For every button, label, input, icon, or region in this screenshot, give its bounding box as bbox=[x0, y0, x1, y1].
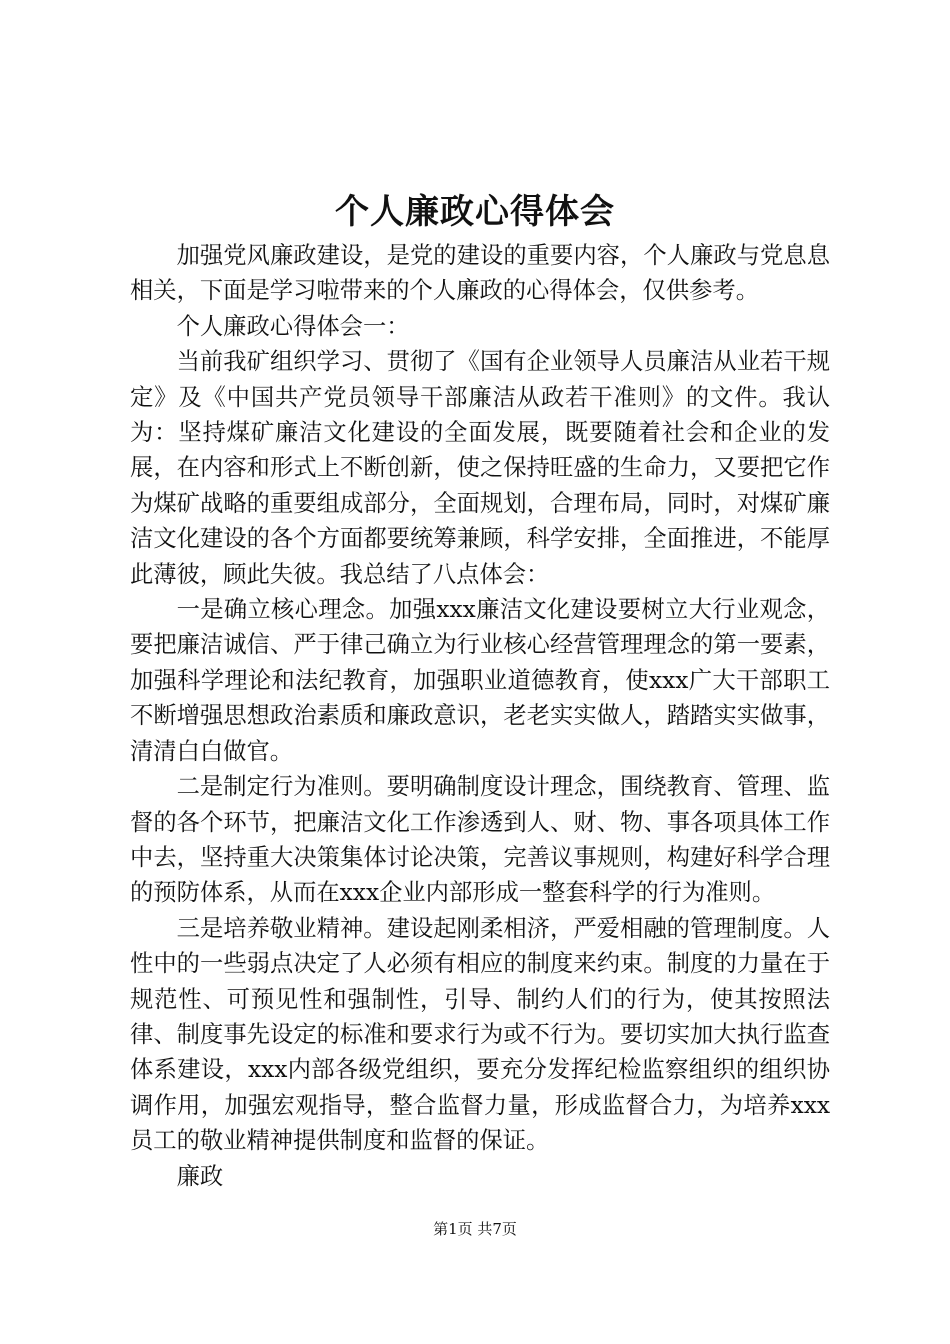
document-body bbox=[130, 238, 830, 1194]
page-title: 个人廉政心得体会 bbox=[335, 192, 615, 232]
body-paragraph: 三是培养敬业精神。建设起刚柔相济，严爱相融的管理制度。人性中的一些弱点决定了人必须有相应的制度来约束。制度的力量在于规范性、可预见性和强制性，引导、制约人们的行为，使其按照法律、制度事先设定的标准和要求行为或不行为。要切实加大执行监查体系建设，xxx内部各级党组织，要充分发挥纪检监察组织的组织协调作用，加强宏观指导，整合监督力量，形成监督合力，为培养xxx员工的敬业精神提供制度和监督的保证。 bbox=[130, 914, 830, 1155]
body-paragraph: 二是制定行为准则。要明确制度设计理念，围绕教育、管理、监督的各个环节，把廉洁文化工作渗透到人、财、物、事各项具体工作中去，坚持重大决策集体讨论决策，完善议事规则，构建好科学合理的预防体系，从而在xxx企业内部形成一整套科学的行为准则。 bbox=[130, 773, 830, 907]
page-number: 第1页 共7页 bbox=[433, 1220, 517, 1238]
intro-paragraph: 加强党风廉政建设，是党的建设的重要内容，个人廉政与党息息相关，下面是学习啦带来的个人廉政的心得体会，仅供参考。 bbox=[130, 242, 830, 305]
body-paragraph: 廉政 bbox=[176, 1162, 224, 1190]
body-paragraph: 当前我矿组织学习、贯彻了《国有企业领导人员廉洁从业若干规定》及《中国共产党员领导干部廉洁从政若干准则》的文件。我认为：坚持煤矿廉洁文化建设的全面发展，既要随着社会和企业的发展，在内容和形式上不断创新，使之保持旺盛的生命力，又要把它作为煤矿战略的重要组成部分，全面规划，合理布局，同时，对煤矿廉洁文化建设的各个方面都要统筹兼顾，科学安排，全面推进，不能厚此薄彼，顾此失彼。我总结了八点体会： bbox=[130, 348, 830, 588]
section-heading: 个人廉政心得体会一： bbox=[176, 312, 410, 340]
body-paragraph: 一是确立核心理念。加强xxx廉洁文化建设要树立大行业观念，要把廉洁诚信、严于律己确立为行业核心经营管理理念的第一要素，加强科学理论和法纪教育，加强职业道德教育，使xxx广大干部职工不断增强思想政治素质和廉政意识，老老实实做人，踏踏实实做事，清清白白做官。 bbox=[130, 596, 830, 765]
